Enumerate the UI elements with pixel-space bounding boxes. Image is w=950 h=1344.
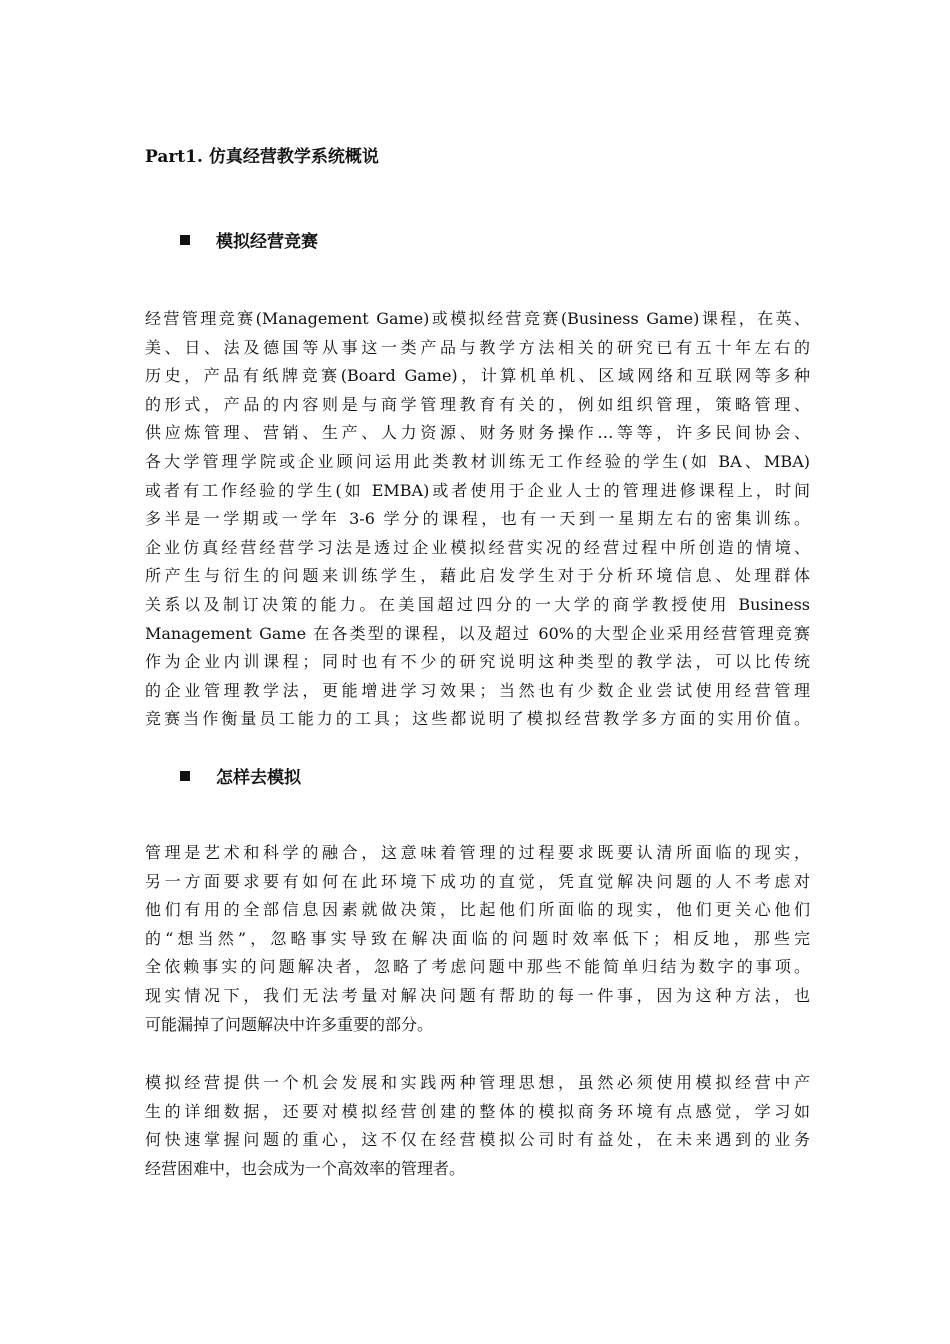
paragraph-line: 竞赛当作衡量员工能力的工具；这些都说明了模拟经营教学多方面的实用价值。 <box>145 709 810 729</box>
paragraph-line: 供应炼管理、营销、生产、人力资源、财务财务操作…等等，许多民间协会、 <box>145 423 810 443</box>
paragraph-line: 生的详细数据，还要对模拟经营创建的整体的模拟商务环境有点感觉，学习如 <box>145 1101 810 1121</box>
paragraph-line: 可能漏掉了问题解决中许多重要的部分。 <box>145 1014 434 1034</box>
paragraph-line: 经营困难中，也会成为一个高效率的管理者。 <box>145 1158 466 1178</box>
paragraph-line: 何快速掌握问题的重心，这不仅在经营模拟公司时有益处，在未来遇到的业务 <box>145 1130 810 1150</box>
paragraph-line: 美、日、法及德国等从事这一类产品与教学方法相关的研究已有五十年左右的 <box>145 337 810 357</box>
paragraph <box>145 839 810 1039</box>
paragraph-line: 经营管理竞赛(Management Game)或模拟经营竞赛(Business Game)课程，在英、 <box>145 309 810 328</box>
paragraph-line: 的企业管理教学法，更能增进学习效果；当然也有少数企业尝试使用经营管理 <box>145 680 810 700</box>
section-heading-text: 怎样去模拟 <box>216 768 301 788</box>
paragraph-line: 管理是艺术和科学的融合，这意味着管理的过程要求既要认清所面临的现实， <box>145 843 810 862</box>
paragraph-line: 他们有用的全部信息因素就做决策，比起他们所面临的现实，他们更关心他们 <box>145 900 810 920</box>
paragraph-line: 现实情况下，我们无法考量对解决问题有帮助的每一件事，因为这种方法，也 <box>145 985 810 1005</box>
paragraph-line: 关系以及制订决策的能力。在美国超过四分的一大学的商学教授使用 Business <box>145 594 810 614</box>
paragraph-line: 作为企业内训课程；同时也有不少的研究说明这种类型的教学法，可以比传统 <box>145 652 810 672</box>
paragraph-line: 历史，产品有纸牌竞赛(Board Game)，计算机单机、区域网络和互联网等多种 <box>145 366 810 386</box>
paragraph-line: 企业仿真经营经营学习法是透过企业模拟经营实况的经营过程中所创造的情境、 <box>145 537 810 557</box>
paragraph-line: 所产生与衍生的问题来训练学生，藉此启发学生对于分析环境信息、处理群体 <box>145 566 810 586</box>
paragraph-line: 多半是一学期或一学年 3-6 学分的课程，也有一天到一星期左右的密集训练。 <box>145 509 810 529</box>
paragraph-line: 的“想当然”，忽略事实导致在解决面临的问题时效率低下；相反地，那些完 <box>145 928 810 948</box>
paragraph <box>145 305 810 734</box>
section-heading-how-to-simulate <box>180 766 301 790</box>
section-heading-text: 模拟经营竞赛 <box>216 232 318 252</box>
square-bullet-icon <box>180 235 190 245</box>
square-bullet-icon <box>180 771 190 781</box>
paragraph-line: Management Game 在各类型的课程，以及超过 60%的大型企业采用经营管理竞赛 <box>145 623 810 643</box>
paragraph-line: 的形式，产品的内容则是与商学管理教育有关的，例如组织管理，策略管理、 <box>145 394 810 414</box>
paragraph <box>145 1069 810 1183</box>
paragraph-line: 各大学管理学院或企业顾问运用此类教材训练无工作经验的学生(如 BA、MBA) <box>145 451 810 471</box>
paragraph-line: 另一方面要求要有如何在此环境下成功的直觉，凭直觉解决问题的人不考虑对 <box>145 871 810 891</box>
paragraph-line: 或者有工作经验的学生(如 EMBA)或者使用于企业人士的管理进修课程上，时间 <box>145 480 810 500</box>
paragraph-line: 全依赖事实的问题解决者，忽略了考虑问题中那些不能简单归结为数字的事项。 <box>145 957 810 977</box>
paragraph-line: 模拟经营提供一个机会发展和实践两种管理思想，虽然必须使用模拟经营中产 <box>145 1073 810 1092</box>
part-title: Part1. 仿真经营教学系统概说 <box>145 147 379 167</box>
section-heading-simulation-competition <box>180 230 318 254</box>
